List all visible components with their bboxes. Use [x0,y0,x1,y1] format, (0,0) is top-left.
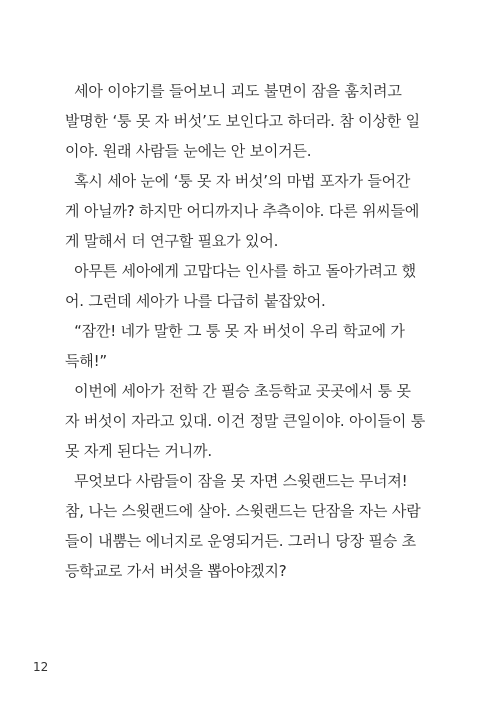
text-line: 게 아닐까? 하지만 어디까지나 추측이야. 다른 위씨들에 [65,202,420,220]
text-line: 게 말해서 더 연구할 필요가 있어. [65,232,279,250]
text-line: 들이 내뿜는 에너지로 운영되거든. 그러니 당장 필승 초 [65,532,416,550]
paragraph-1 [65,76,435,166]
text-line: 이번에 세아가 전학 간 필승 초등학교 곳곳에서 퉁 못 [65,382,411,400]
text-line: 어. 그런데 세아가 나를 다급히 붙잡았어. [65,292,326,310]
paragraph-6 [65,466,435,586]
text-line: 발명한 ‘퉁 못 자 버섯’도 보인다고 하더라. 참 이상한 일 [65,112,420,130]
body-text [65,76,435,586]
paragraph-4 [65,316,435,376]
text-line: 혹시 세아 눈에 ‘퉁 못 자 버섯’의 마법 포자가 들어간 [65,172,411,190]
text-line: “잠깐! 네가 말한 그 퉁 못 자 버섯이 우리 학교에 가 [65,322,405,340]
text-line: 세아 이야기를 들어보니 괴도 불면이 잠을 훔치려고 [65,82,402,100]
text-line: 득해!” [65,352,107,370]
text-line: 무엇보다 사람들이 잠을 못 자면 스윗랜드는 무너져! [65,472,408,490]
paragraph-2 [65,166,435,256]
text-line: 못 자게 된다는 거니까. [65,442,212,460]
text-line: 참, 나는 스윗랜드에 살아. 스윗랜드는 단잠을 자는 사람 [65,502,421,520]
text-line: 자 버섯이 자라고 있대. 이건 정말 큰일이야. 아이들이 퉁 [65,412,426,430]
paragraph-5 [65,376,435,466]
paragraph-3 [65,256,435,316]
page-number: 12 [33,660,49,674]
text-line: 아무튼 세아에게 고맙다는 인사를 하고 돌아가려고 했 [65,262,416,280]
text-line: 등학교로 가서 버섯을 뽑아야겠지? [65,562,287,580]
text-line: 이야. 원래 사람들 눈에는 안 보이거든. [65,142,312,160]
